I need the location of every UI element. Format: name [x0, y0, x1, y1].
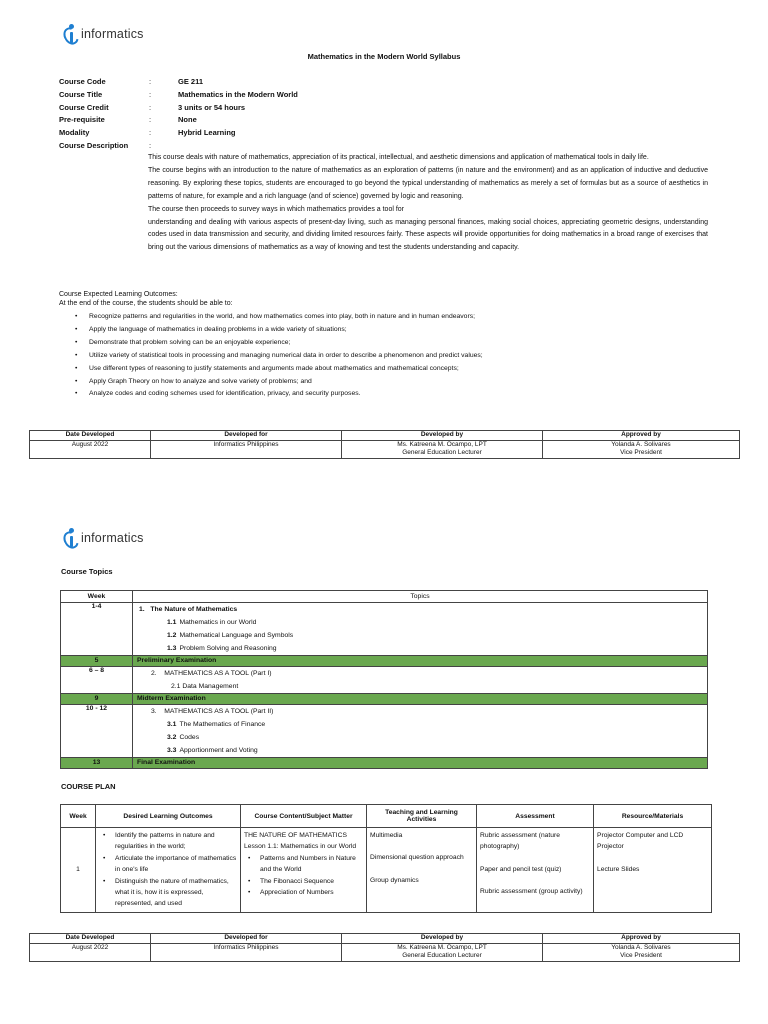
table-header: Course Content/Subject Matter: [241, 805, 367, 828]
week-cell: 9: [61, 694, 133, 705]
table-row: [61, 667, 708, 694]
info-value: Hybrid Learning: [178, 128, 236, 138]
info-label: Course Description: [59, 140, 129, 150]
list-item: • Appreciation of Numbers: [244, 887, 363, 898]
list-item: • Apply the language of mathematics in dealing problems in a wide variety of situations;: [75, 324, 695, 337]
info-value: 3 units or 54 hours: [178, 102, 246, 112]
footer-header: Date Developed: [30, 431, 151, 441]
description-paragraph: The course begins with an introduction to the nature of mathematics as an exploration of patterns (in nature and the environment) and as an application of inductive and deductive reasoning. By exploring these topics, students are encouraged to go beyond the typical understanding of mathematics as merely a set of formulas but as a source of aesthetics in patterns of nature, for example and a rich language (and of science) governed by logic and reasoning.: [148, 166, 708, 200]
footer-header: Developed for: [151, 934, 342, 944]
week-cell: 13: [61, 758, 133, 769]
plan-week: 1: [61, 828, 96, 913]
informatics-logo: [64, 528, 144, 548]
course-topics-heading: Course Topics: [61, 567, 113, 576]
footer-header: Developed for: [151, 431, 342, 441]
exam-cell: Midterm Examination: [133, 694, 708, 705]
informatics-logo-icon: [64, 24, 78, 44]
list-item: • Apply Graph Theory on how to analyze and solve variety of problems; and: [75, 376, 695, 389]
table-row: [30, 431, 740, 441]
info-row-prerequisite: Pre-requisite : None: [59, 114, 298, 127]
footer-approved: Yolanda A. Solivares Vice President: [543, 943, 740, 961]
course-topics-table: [60, 590, 708, 769]
footer-approved: Yolanda A. Solivares Vice President: [543, 440, 740, 458]
list-item: • Distinguish the nature of mathematics, what it is, how it is expressed, represented, and used: [99, 876, 237, 910]
info-label: Course Code: [59, 77, 106, 86]
table-header: Week: [61, 591, 133, 603]
list-item: • Utilize variety of statistical tools in processing and managing numerical data in order to describe a phenomenon and predict values;: [75, 350, 695, 363]
info-label: Modality: [59, 128, 90, 138]
info-value: GE 211: [178, 77, 204, 86]
table-row: [61, 591, 708, 603]
table-header: Topics: [133, 591, 708, 603]
topics-cell: 2. MATHEMATICS AS A TOOL (Part I) 2.1 Data Management: [133, 667, 708, 694]
info-row-course-title: Course Title : Mathematics in the Modern World: [59, 89, 298, 102]
table-row: [61, 694, 708, 705]
list-item: • Patterns and Numbers in Nature and the World: [244, 853, 363, 876]
footer-by: Ms. Katreena M. Ocampo, LPT General Education Lecturer: [342, 943, 543, 961]
table-row: [61, 603, 708, 656]
table-header: Desired Learning Outcomes: [96, 805, 241, 828]
table-header: Assessment: [477, 805, 594, 828]
table-row: [61, 705, 708, 758]
topics-cell: 3. MATHEMATICS AS A TOOL (Part II) 3.1 The Mathematics of Finance 3.2 Codes 3.3 Apportionment and Voting: [133, 705, 708, 758]
plan-assessment: Rubric assessment (nature photography) Paper and pencil test (quiz) Rubric assessment (group activity): [477, 828, 594, 913]
footer-table: [29, 430, 740, 459]
table-row: [61, 828, 712, 913]
list-item: • Analyze codes and coding schemes used for identification, privacy, and security purposes.: [75, 388, 695, 401]
syllabus-title: Mathematics in the Modern World Syllabus: [307, 52, 461, 61]
week-cell: 10 - 12: [61, 705, 133, 758]
footer-date: August 2022: [30, 943, 151, 961]
learning-outcomes-heading: [59, 290, 233, 308]
course-description: [148, 152, 708, 255]
description-paragraph: understanding and dealing with various aspects of present-day living, such as managing personal finances, making social choices, appreciating geometric designs, understanding codes used in data transmission and security, and dividing limited resources fairly. These aspects will provide opportunities for doing mathematics in a broad range of exercises that bring out the various dimensions of mathematics as a way of knowing and test the students understanding and capacity.: [148, 218, 708, 252]
table-row: [30, 943, 740, 961]
table-row: [61, 656, 708, 667]
list-item: • Articulate the importance of mathematics in one's life: [99, 853, 237, 876]
ceo-heading: Course Expected Learning Outcomes:: [59, 291, 178, 298]
plan-outcomes: [96, 828, 241, 913]
list-item: • Recognize patterns and regularities in the world, and how mathematics comes into play, both in nature and in human endeavors;: [75, 311, 695, 324]
table-header: Week: [61, 805, 96, 828]
info-value: None: [178, 115, 197, 125]
info-label: Course Title: [59, 89, 103, 99]
footer-header: Developed by: [342, 431, 543, 441]
plan-activities: Multimedia Dimensional question approach Group dynamics: [367, 828, 477, 913]
learning-outcomes-list: [75, 311, 695, 401]
info-row-course-code: Course Code : GE 211: [59, 76, 298, 89]
info-row-course-credit: Course Credit : 3 units or 54 hours: [59, 102, 298, 115]
week-cell: 5: [61, 656, 133, 667]
info-value: Mathematics in the Modern World: [178, 89, 298, 99]
week-cell: 6 – 8: [61, 667, 133, 694]
ceo-intro: At the end of the course, the students should be able to:: [59, 300, 233, 307]
week-cell: 1-4: [61, 603, 133, 656]
table-header: Teaching and Learning Activities: [367, 805, 477, 828]
description-paragraph: This course deals with nature of mathematics, appreciation of its practical, intellectual, and aesthetic dimensions and application of mathematical tools in daily life.: [148, 154, 649, 161]
list-item: • Identify the patterns in nature and regularities in the world;: [99, 830, 237, 853]
footer-header: Approved by: [543, 934, 740, 944]
footer-for: Informatics Philippines: [151, 440, 342, 458]
table-row: [30, 934, 740, 944]
logo-text: informatics: [81, 27, 144, 41]
course-info: [59, 76, 298, 153]
logo-text: informatics: [81, 531, 144, 545]
info-row-modality: Modality : Hybrid Learning: [59, 127, 298, 140]
table-header: Resource/Materials: [594, 805, 712, 828]
list-item: • Demonstrate that problem solving can be an enjoyable experience;: [75, 337, 695, 350]
course-plan-table: [60, 804, 712, 913]
footer-date: August 2022: [30, 440, 151, 458]
course-plan-heading: COURSE PLAN: [61, 782, 116, 791]
plan-resources: Projector Computer and LCD Projector Lecture Slides: [594, 828, 712, 913]
info-label: Pre-requisite: [59, 115, 105, 125]
footer-table: [29, 933, 740, 962]
list-item: • Use different types of reasoning to justify statements and arguments made about mathematics and mathematical concepts;: [75, 363, 695, 376]
footer-for: Informatics Philippines: [151, 943, 342, 961]
footer-header: Date Developed: [30, 934, 151, 944]
footer-header: Approved by: [543, 431, 740, 441]
description-paragraph: The course then proceeds to survey ways in which mathematics provides a tool for: [148, 205, 405, 213]
footer-by: Ms. Katreena M. Ocampo, LPT General Education Lecturer: [342, 440, 543, 458]
list-item: • The Fibonacci Sequence: [244, 876, 363, 887]
footer-header: Developed by: [342, 934, 543, 944]
info-row-course-description: Course Description :: [59, 140, 298, 153]
informatics-logo: [64, 24, 144, 44]
topics-cell: 1. The Nature of Mathematics 1.1 Mathematics in our World 1.2 Mathematical Language and Symbols 1.3 Problem Solving and Reasoning: [133, 603, 708, 656]
table-row: [61, 758, 708, 769]
exam-cell: Preliminary Examination: [133, 656, 708, 667]
exam-cell: Final Examination: [133, 758, 708, 769]
table-row: [61, 805, 712, 828]
info-label: Course Credit: [59, 102, 109, 112]
informatics-logo-icon: [64, 528, 78, 548]
table-row: [30, 440, 740, 458]
plan-content: THE NATURE OF MATHEMATICS Lesson 1.1: Mathematics in our World • Patterns and Numbers in Nature and the World • The Fibonacci Sequence • Appreciation of Numbers: [241, 828, 367, 913]
